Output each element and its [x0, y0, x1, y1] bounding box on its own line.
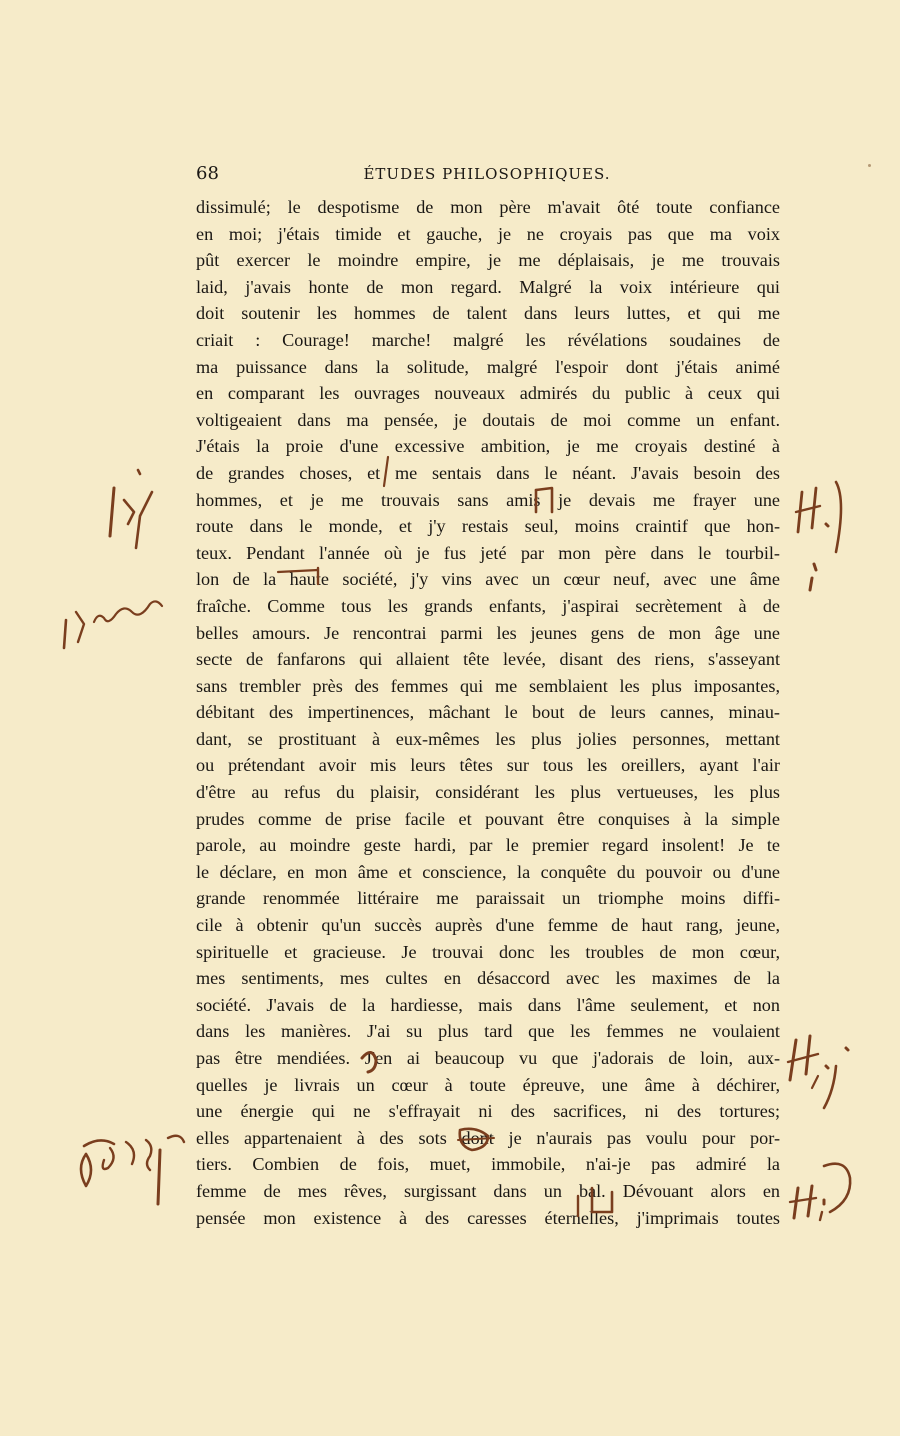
- text-line: dans les manières. J'ai su plus tard que les femmes ne voulaient: [196, 1021, 780, 1042]
- text-line: prudes comme de prise facile et pouvant être conquises à la simple: [196, 808, 780, 829]
- text-line: parole, au moindre geste hardi, par le premier regard insolent! Je te: [196, 835, 780, 856]
- text-line: spirituelle et gracieuse. Je trouvai donc les troubles de mon cœur,: [196, 941, 780, 962]
- text-line: quelles je livrais un cœur à toute épreuve, une âme à déchirer,: [196, 1074, 780, 1095]
- text-line: femme de mes rêves, surgissant dans un bal. Dévouant alors en: [196, 1180, 780, 1201]
- margin-mark-right-3: [790, 1164, 850, 1220]
- text-line: laid, j'avais honte de mon regard. Malgré la voix intérieure qui: [196, 276, 780, 297]
- page-number: 68: [196, 163, 219, 184]
- text-line: dant, se prostituant à eux-mêmes les plus jolies personnes, mettant: [196, 728, 780, 749]
- paper-speck: [868, 164, 871, 167]
- margin-mark-left-1: [110, 470, 152, 548]
- text-line: secte de fanfarons qui allaient tête levée, disant des riens, s'asseyant: [196, 649, 780, 670]
- text-line: le déclare, en mon âme et conscience, la conquête du pouvoir ou d'une: [196, 861, 780, 882]
- text-line: une énergie qui ne s'effrayait ni des sacrifices, ni des tortures;: [196, 1101, 780, 1122]
- text-line: société. J'avais de la hardiesse, mais dans l'âme seulement, et non: [196, 994, 780, 1015]
- text-line: route dans le monde, et j'y restais seul, moins craintif que hon-: [196, 516, 780, 537]
- text-line: J'étais la proie d'une excessive ambition, je me croyais destiné à: [196, 436, 780, 457]
- text-line: mes sentiments, mes cultes en désaccord avec les maximes de la: [196, 968, 780, 989]
- margin-mark-left-3: [81, 1136, 184, 1204]
- text-line: tiers. Combien de fois, muet, immobile, n'ai-je pas admiré la: [196, 1154, 780, 1175]
- text-line: de grandes choses, et me sentais dans le néant. J'avais besoin des: [196, 462, 780, 483]
- text-line: elles appartenaient à des sots dont je n'aurais pas voulu pour por-: [196, 1127, 780, 1148]
- text-line: hommes, et je me trouvais sans amis je devais me frayer une: [196, 489, 780, 510]
- margin-mark-right-1: [796, 482, 841, 590]
- text-line: dissimulé; le despotisme de mon père m'avait ôté toute confiance: [196, 197, 780, 217]
- text-line: ou prétendant avoir mis leurs têtes sur tous les oreillers, ayant l'air: [196, 755, 780, 776]
- text-line: en comparant les ouvrages nouveaux admirés du public à ceux qui: [196, 383, 780, 404]
- running-title: ÉTUDES PHILOSOPHIQUES.: [363, 165, 611, 183]
- text-line: criait : Courage! marche! malgré les révélations soudaines de: [196, 329, 780, 350]
- margin-mark-left-2: [64, 601, 162, 648]
- text-line: cile à obtenir qu'un succès auprès d'une femme de haut rang, jeune,: [196, 915, 780, 936]
- text-line: pût exercer le moindre empire, je me déplaisais, je me trouvais: [196, 250, 780, 271]
- text-line: sans trembler près des femmes qui me semblaient les plus imposantes,: [196, 675, 780, 696]
- text-line: belles amours. Je rencontrai parmi les jeunes gens de mon âge une: [196, 622, 780, 643]
- text-line: fraîche. Comme tous les grands enfants, j'aspirai secrètement à de: [196, 595, 780, 616]
- text-line: d'être au refus du plaisir, considérant les plus vertueuses, les plus: [196, 782, 780, 803]
- text-line: ma puissance dans la solitude, malgré l'espoir dont j'étais animé: [196, 356, 780, 377]
- text-line: pas être mendiées. J'en ai beaucoup vu que j'adorais de loin, aux-: [196, 1048, 780, 1068]
- text-line: débitant des impertinences, mâchant le bout de leurs cannes, minau-: [196, 702, 780, 723]
- margin-mark-right-2: [788, 1036, 848, 1108]
- text-line: pensée mon existence à des caresses éternelles, j'imprimais toutes: [196, 1207, 780, 1228]
- inline-insertion-marks: [278, 457, 612, 1216]
- text-line: en moi; j'étais timide et gauche, je ne croyais pas que ma voix: [196, 223, 780, 244]
- text-line: teux. Pendant l'année où je fus jeté par mon père dans le tourbil-: [196, 542, 780, 563]
- text-line: grande renommée littéraire me paraissait un triomphe moins diffi-: [196, 888, 780, 909]
- text-line: lon de la haute société, j'y vins avec un cœur neuf, avec une âme: [196, 569, 780, 590]
- text-line: voltigeaient dans ma pensée, je doutais de moi comme un enfant.: [196, 409, 780, 430]
- text-line: doit soutenir les hommes de talent dans leurs luttes, et qui me: [196, 303, 780, 324]
